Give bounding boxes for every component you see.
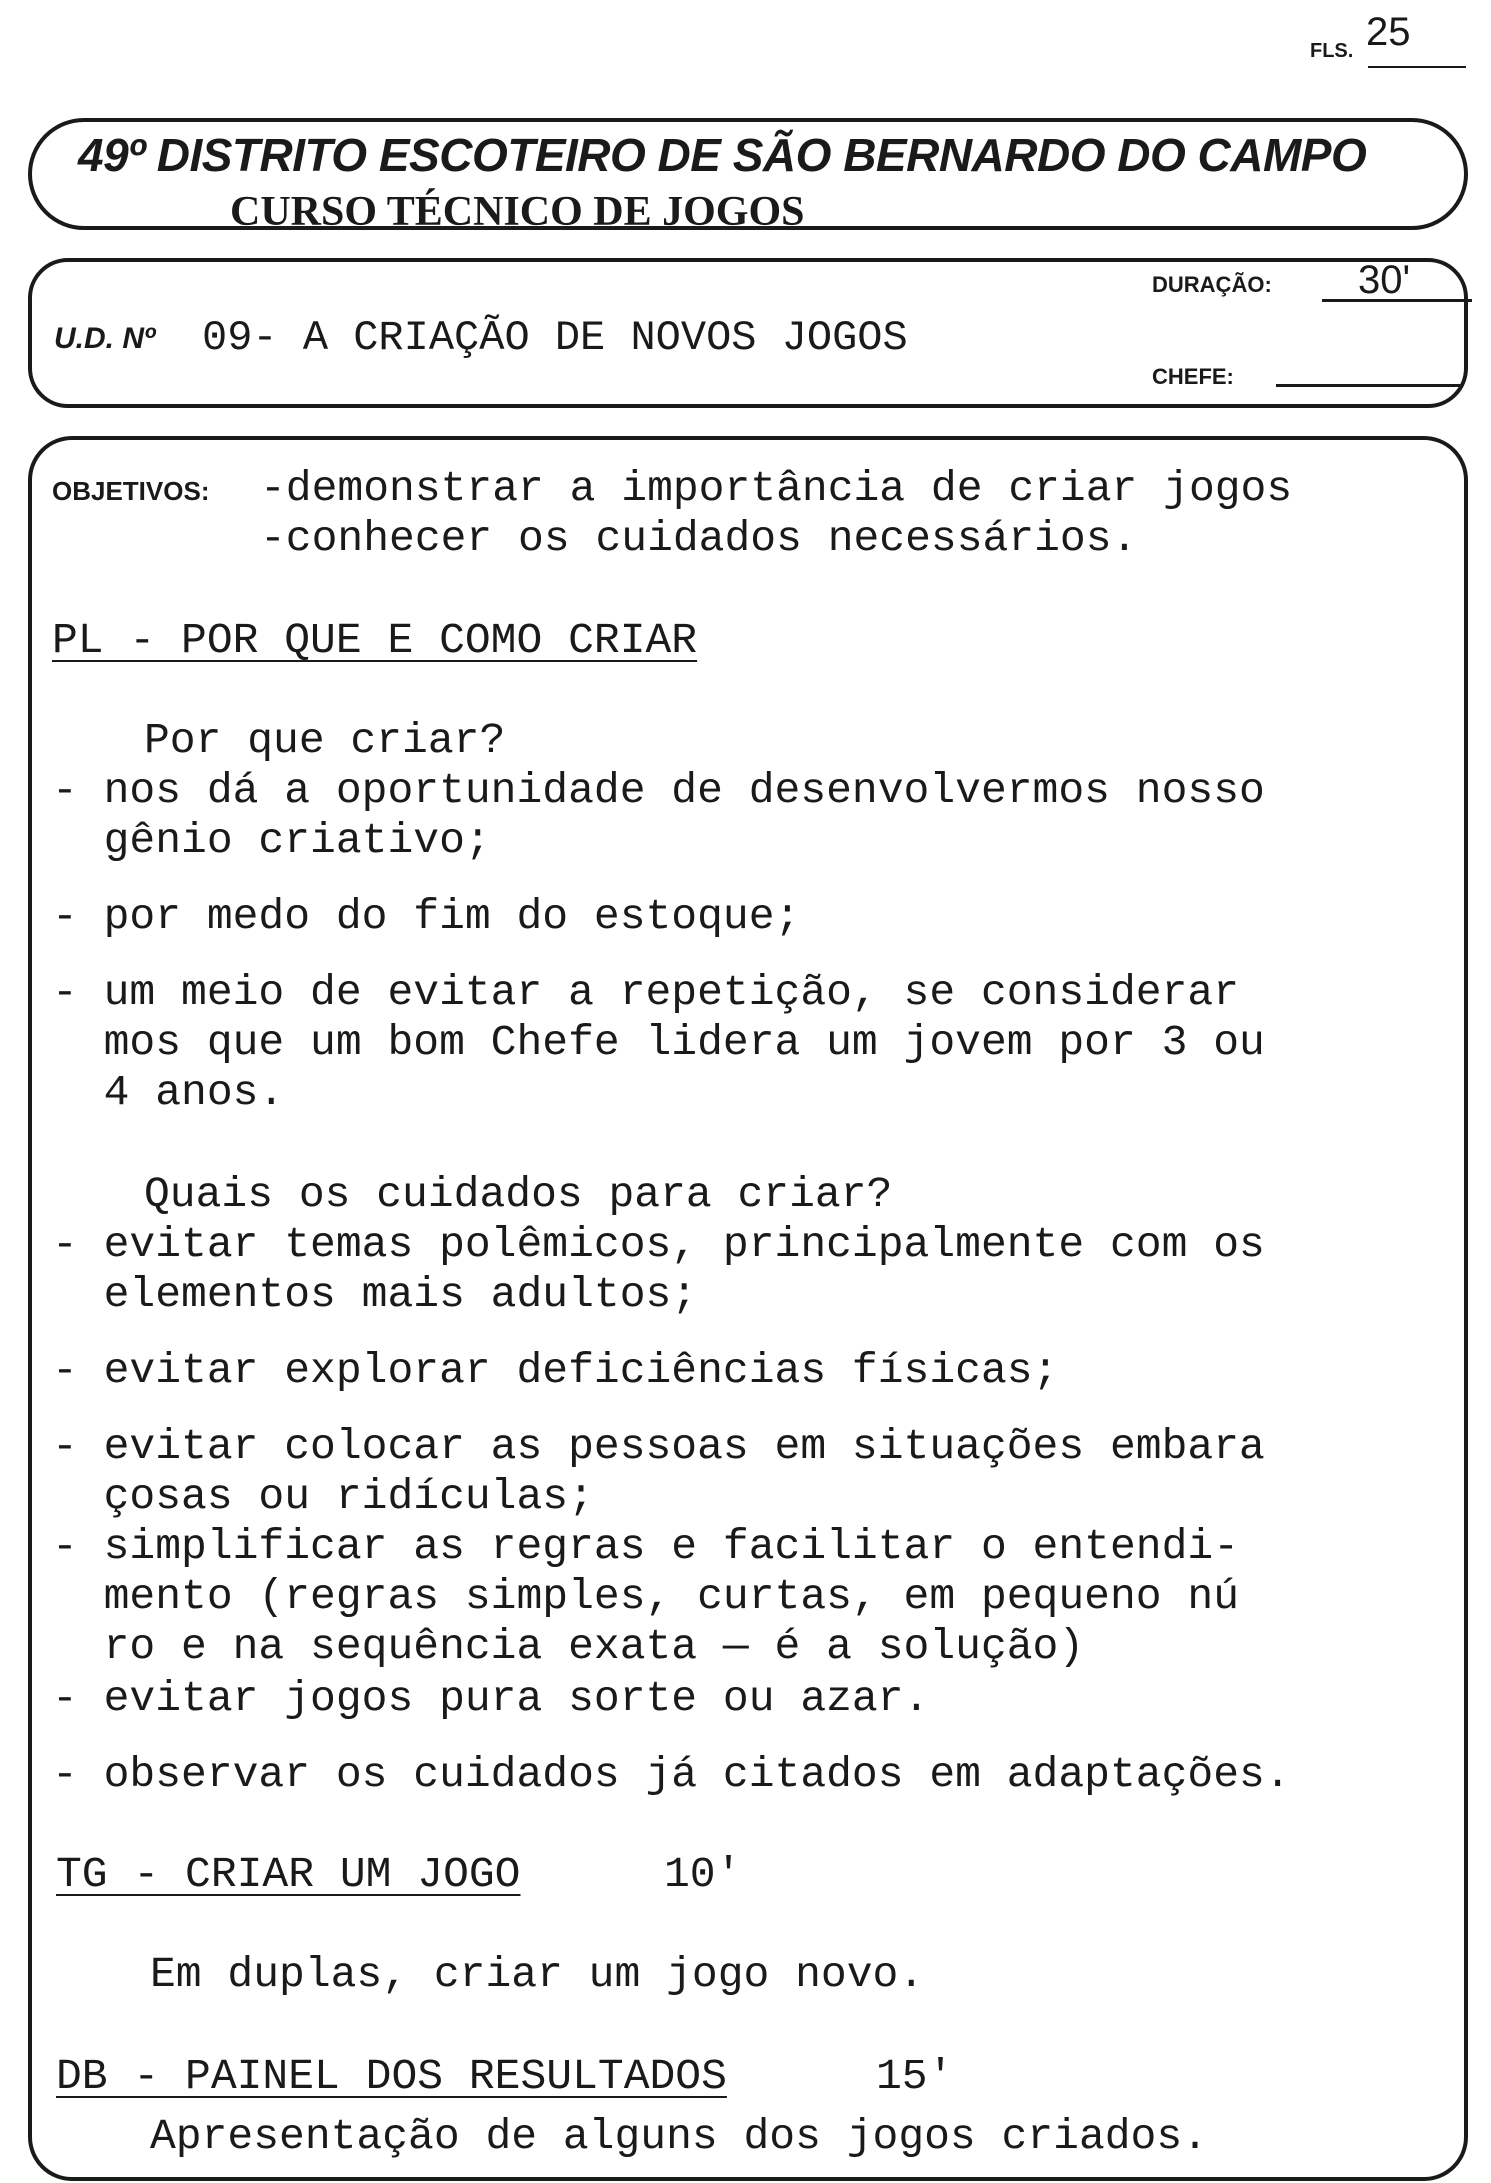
duration-value: 30' <box>1322 258 1472 302</box>
objective-item: -conhecer os cuidados necessários. <box>260 514 1138 563</box>
chefe-line <box>1276 384 1460 387</box>
section-db-text: Apresentação de alguns dos jogos criados. <box>150 2112 1208 2161</box>
care-line: ro e na sequência exata — é a solução) <box>52 1622 1085 1671</box>
district-title: 49º DISTRITO ESCOTEIRO DE SÃO BERNARDO DO CAMPO <box>78 129 1367 181</box>
why-line: - um meio de evitar a repetição, se considerar <box>52 968 1239 1017</box>
content-box <box>28 436 1468 2181</box>
chefe-label: CHEFE: <box>1152 364 1234 389</box>
section-db-time: 15' <box>876 2052 954 2101</box>
duration-label: DURAÇÃO: <box>1152 272 1272 297</box>
page-number <box>1310 10 1470 60</box>
why-heading: Por que criar? <box>144 716 506 765</box>
care-line: elementos mais adultos; <box>52 1270 698 1319</box>
page-number-label: FLS. <box>1310 40 1354 62</box>
care-line: mento (regras simples, curtas, em pequeno nú <box>52 1572 1239 1621</box>
why-line: - por medo do fim do estoque; <box>52 892 801 941</box>
care-line: - evitar explorar deficiências físicas; <box>52 1346 1059 1395</box>
page-number-value: 25 <box>1366 10 1411 54</box>
section-pl-heading: PL - POR QUE E COMO CRIAR <box>52 616 698 665</box>
section-db-heading: DB - PAINEL DOS RESULTADOS <box>56 2052 727 2101</box>
objective-item: -demonstrar a importância de criar jogos <box>260 464 1293 513</box>
header-box <box>28 118 1468 235</box>
section-tg-text: Em duplas, criar um jogo novo. <box>150 1950 925 1999</box>
care-line: - evitar jogos pura sorte ou azar. <box>52 1674 930 1723</box>
unit-box <box>28 258 1468 408</box>
objectives-label: OBJETIVOS: <box>52 476 210 506</box>
unit-label: U.D. Nº <box>54 322 155 355</box>
page-number-line <box>1368 66 1466 68</box>
care-heading: Quais os cuidados para criar? <box>144 1170 893 1219</box>
course-title: CURSO TÉCNICO DE JOGOS <box>230 189 805 235</box>
care-line: - evitar colocar as pessoas em situações embara <box>52 1422 1265 1471</box>
section-tg-time: 10' <box>664 1850 742 1899</box>
care-line: çosas ou ridículas; <box>52 1472 594 1521</box>
why-line: 4 anos. <box>52 1068 285 1117</box>
why-line: - nos dá a oportunidade de desenvolvermos nosso <box>52 766 1265 815</box>
why-line: gênio criativo; <box>52 816 491 865</box>
care-line: - evitar temas polêmicos, principalmente com os <box>52 1220 1265 1269</box>
why-line: mos que um bom Chefe lidera um jovem por 3 ou <box>52 1018 1265 1067</box>
unit-title: 09- A CRIAÇÃO DE NOVOS JOGOS <box>202 314 908 362</box>
care-line: - simplificar as regras e facilitar o entendi- <box>52 1522 1239 1571</box>
section-tg-heading: TG - CRIAR UM JOGO <box>56 1850 521 1899</box>
care-line: - observar os cuidados já citados em adaptações. <box>52 1750 1291 1799</box>
